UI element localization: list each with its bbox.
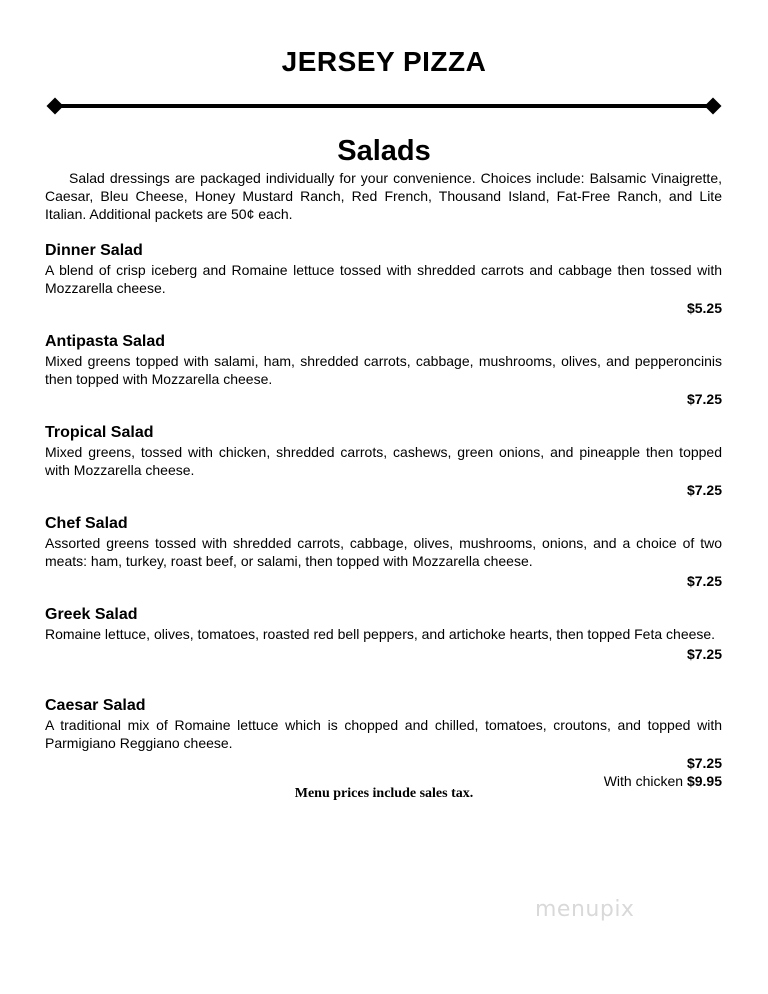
watermark: menupix bbox=[535, 897, 635, 922]
header-divider bbox=[46, 97, 722, 115]
item-description: A blend of crisp iceberg and Romaine lettuce tossed with shredded carrots and cabbage then tossed with Mozzarella cheese. bbox=[45, 262, 722, 296]
item-price: $7.25 bbox=[686, 482, 722, 498]
item-name: Tropical Salad bbox=[45, 424, 154, 441]
menu-item-chef-salad bbox=[45, 514, 722, 590]
divider-diamond-left-icon bbox=[47, 98, 64, 115]
section-title: Salads bbox=[337, 135, 431, 167]
item-description: Mixed greens, tossed with chicken, shredded carrots, cashews, green onions, and pineapple then topped with Mozzarella cheese. bbox=[45, 444, 722, 478]
item-price: $7.25 bbox=[686, 391, 722, 407]
divider-diamond-right-icon bbox=[705, 98, 722, 115]
item-name: Antipasta Salad bbox=[45, 333, 166, 350]
menu-item-antipasta-salad bbox=[45, 332, 722, 408]
item-name: Dinner Salad bbox=[45, 242, 143, 259]
item-price: $7.25 bbox=[686, 646, 722, 662]
item-price: $7.25 bbox=[686, 573, 722, 589]
item-description: A traditional mix of Romaine lettuce which is chopped and chilled, tomatoes, croutons, and topped with Parmigiano Reggiano cheese. bbox=[45, 717, 722, 751]
extra-label: With chicken bbox=[603, 773, 684, 789]
item-description: Assorted greens tossed with shredded carrots, cabbage, olives, mushrooms, onions, and a choice of two meats: ham, turkey, roast beef, or salami, then topped with Mozzarella cheese. bbox=[45, 535, 722, 569]
item-price: $7.25 bbox=[686, 755, 722, 771]
item-description: Romaine lettuce, olives, tomatoes, roasted red bell peppers, and artichoke hearts, then topped Feta cheese. bbox=[45, 626, 716, 642]
divider-line bbox=[54, 104, 714, 108]
menu-item-tropical-salad bbox=[45, 423, 722, 499]
item-name: Chef Salad bbox=[45, 515, 128, 532]
dressing-intro: Salad dressings are packaged individually for your convenience. Choices include: Balsamic Vinaigrette, Caesar, Bleu Cheese, Honey Mustard Ranch, Red French, Thousand Island, Fat-Free Ranch, and Lite Italian. Additional packets are 50¢ each. bbox=[45, 170, 722, 222]
item-description: Mixed greens topped with salami, ham, shredded carrots, cabbage, mushrooms, olives, and pepperoncinis then topped with Mozzarella cheese. bbox=[45, 353, 722, 387]
restaurant-name: JERSEY PIZZA bbox=[281, 46, 487, 77]
menu-item-dinner-salad bbox=[45, 241, 722, 317]
extra-price: $9.95 bbox=[686, 773, 722, 789]
item-name: Caesar Salad bbox=[45, 697, 146, 714]
menu-item-greek-salad bbox=[45, 605, 722, 663]
item-price: $5.25 bbox=[686, 300, 722, 316]
item-name: Greek Salad bbox=[45, 606, 138, 623]
menu-item-caesar-salad bbox=[45, 696, 722, 790]
tax-note: Menu prices include sales tax. bbox=[294, 786, 474, 801]
